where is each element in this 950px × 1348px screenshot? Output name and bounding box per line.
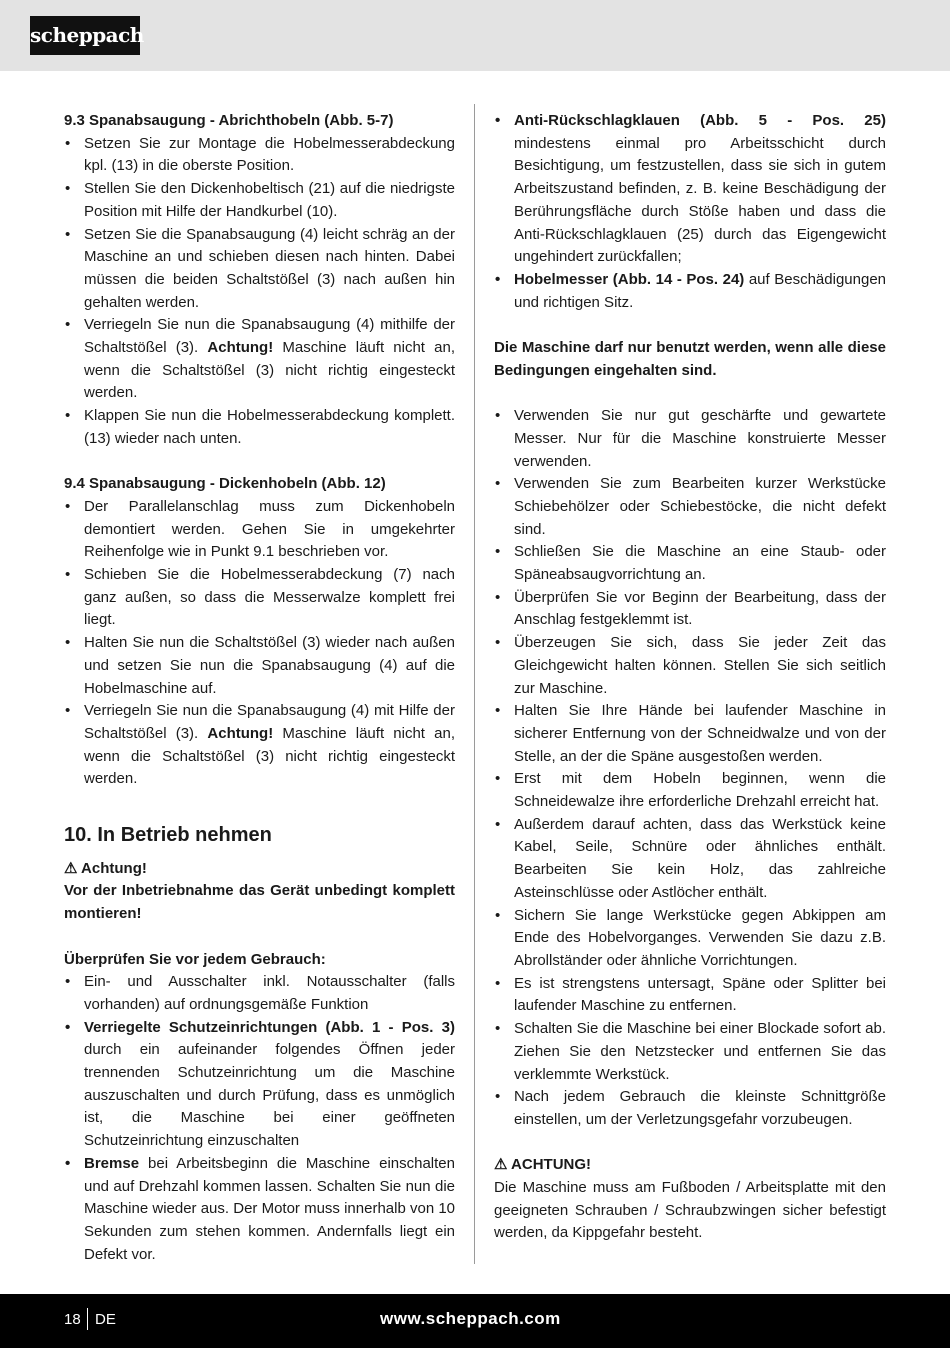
footer-separator — [87, 1308, 88, 1330]
list-item-bold: Verriegelte Schutzeinrichtungen (Abb. 1 - Pos. 3) — [84, 1018, 455, 1036]
page-footer — [0, 1294, 950, 1348]
right-column — [494, 110, 886, 1245]
list-item — [64, 314, 455, 405]
list-item — [64, 1017, 455, 1153]
warning-label: ⚠ ACHTUNG! — [494, 1156, 592, 1174]
list-item: • Setzen Sie zur Montage die Hobelmesserabdeckung kpl. (13) in die oberste Position. — [64, 133, 455, 178]
left-column — [64, 110, 455, 1266]
language-code: DE — [95, 1311, 116, 1328]
section-10-title: 10. In Betrieb nehmen — [64, 823, 272, 846]
list-item-text: Verriegeln Sie nun die Spanabsaugung (4) mit Hilfe der Schaltstößel (3). — [84, 702, 455, 742]
list-item: • Es ist strengstens untersagt, Späne oder Splitter bei laufender Maschine zu entfernen. — [494, 973, 886, 1018]
list-item: • Erst mit dem Hobeln beginnen, wenn die Schneidewalze ihre erforderliche Drehzahl erreicht hat. — [494, 768, 886, 813]
page-header — [0, 0, 950, 71]
list-item: • Nach jedem Gebrauch die kleinste Schnittgröße einstellen, um der Verletzungsgefahr vorzubeugen. — [494, 1086, 886, 1131]
safety-list — [494, 405, 886, 1132]
condition-text: Die Maschine darf nur benutzt werden, wenn alle diese Bedingungen eingehalten sind. — [494, 339, 886, 379]
column-divider — [474, 104, 475, 1264]
section-9-4-title: 9.4 Spanabsaugung - Dickenhobeln (Abb. 12) — [64, 475, 386, 493]
list-item: • Stellen Sie den Dickenhobeltisch (21) auf die niedrigste Position mit Hilfe der Handkurbel (10). — [64, 178, 455, 223]
list-item: • Überzeugen Sie sich, dass Sie jeder Zeit das Gleichgewicht halten können. Stellen Sie sich seitlich zur Maschine. — [494, 632, 886, 700]
warning-text: Vor der Inbetriebnahme das Gerät unbedingt komplett montieren! — [64, 882, 455, 923]
website-url: www.scheppach.com — [380, 1309, 561, 1328]
check-title: Überprüfen Sie vor jedem Gebrauch: — [64, 950, 326, 968]
warning-text: Die Maschine muss am Fußboden / Arbeitsplatte mit den geeigneten Schrauben / Schraubzwingen sicher befestigt werden, da Kippgefahr besteht. — [494, 1179, 886, 1242]
list-item: • Schieben Sie die Hobelmesserabdeckung (7) nach ganz außen, so dass die Messerwalze komplett frei liegt. — [64, 564, 455, 632]
section-9-4-list — [64, 496, 455, 791]
scheppach-logo: scheppach — [30, 16, 140, 55]
list-item: • Überprüfen Sie vor Beginn der Bearbeitung, dass der Anschlag festgeklemmt ist. — [494, 587, 886, 632]
warning-label: ⚠ Achtung! — [64, 859, 147, 877]
list-item: • Der Parallelanschlag muss zum Dickenhobeln demontiert werden. Gehen Sie in umgekehrter Reihenfolge wie in Punkt 9.1 beschrieben vor. — [64, 496, 455, 564]
list-item: • Ein- und Ausschalter inkl. Notausschalter (falls vorhanden) auf ordnungsgemäße Funktion — [64, 971, 455, 1016]
list-item-bold: Hobelmesser (Abb. 14 - Pos. 24) — [514, 270, 745, 288]
list-item: • Setzen Sie die Spanabsaugung (4) leicht schräg an der Maschine an und schieben diesen nach hinten. Dabei müssen die beiden Schaltstößel (3) nach außen hin gehalten werden. — [64, 224, 455, 315]
check-list-continued — [494, 110, 886, 314]
list-item: • Klappen Sie nun die Hobelmesserabdeckung komplett. (13) wieder nach unten. — [64, 405, 455, 450]
list-item-text: Maschine läuft nicht an, wenn die Schaltstößel (3) nicht richtig eingesteckt werden. — [84, 339, 455, 402]
list-item: • Halten Sie nun die Schaltstößel (3) wieder nach außen und setzen Sie nun die Spanabsaugung (4) auf die Hobelmaschine auf. — [64, 632, 455, 700]
list-item — [64, 700, 455, 791]
list-item-text: durch ein aufeinander folgendes Öffnen jeder trennenden Schutzeinrichtung um die Maschine auszuschalten und durch Prüfung, dass es unmöglich ist, die Maschine bei einer geöffneten Schutzeinrichtung einzuschalten — [84, 1041, 455, 1150]
list-item-bold: Bremse — [84, 1154, 140, 1172]
section-9-3-list — [64, 133, 455, 451]
list-item — [494, 269, 886, 314]
list-item — [494, 110, 886, 269]
list-item-bold: Anti-Rückschlagklauen (Abb. 5 - Pos. 25) — [514, 112, 886, 129]
list-item: • Außerdem darauf achten, dass das Werkstück keine Kabel, Seile, Schnüre oder ähnliches enthält. Bearbeiten Sie kein Holz, das zahlreiche Asteinschlüsse oder Astlöcher enthält. — [494, 814, 886, 905]
list-item-text: mindestens einmal pro Arbeitsschicht durch Besichtigung, um festzustellen, dass sie sich in gutem Arbeitszustand befinden, z. B. keine Beschädigung der Berührungsfläche durch Stöße haben und dass die Anti-Rückschlagklauen (25) durch das Eigengewicht ungehindert zurückfallen; — [514, 134, 886, 266]
list-item: • Verwenden Sie nur gut geschärfte und gewartete Messer. Nur für die Maschine konstruierte Messer verwenden. — [494, 405, 886, 473]
list-item-text: auf Beschädigungen und richtigen Sitz. — [514, 270, 886, 311]
check-list — [64, 971, 455, 1266]
section-9-3-title: 9.3 Spanabsaugung - Abrichthobeln (Abb. 5-7) — [64, 112, 394, 129]
list-item: • Halten Sie Ihre Hände bei laufender Maschine in sicherer Entfernung von der Schneidwalze und von der Stelle, an der die Späne ausgestoßen werden. — [494, 700, 886, 768]
list-item-text: bei Arbeitsbeginn die Maschine einschalten und auf Drehzahl kommen lassen. Schalten Sie nun die Maschine wieder aus. Der Motor muss innerhalb von 10 Sekunden zum stehen kommen. Andernfalls liegt ein Defekt vor. — [84, 1154, 456, 1263]
attention-label: Achtung! — [207, 339, 274, 357]
list-item — [64, 1153, 455, 1267]
list-item: • Verwenden Sie zum Bearbeiten kurzer Werkstücke Schiebehölzer oder Schiebestöcke, die nicht defekt sind. — [494, 473, 886, 541]
list-item-text: Maschine läuft nicht an, wenn die Schaltstößel (3) nicht richtig eingesteckt werden. — [84, 724, 455, 788]
page-number: 18 — [64, 1311, 81, 1328]
list-item: • Schließen Sie die Maschine an eine Staub- oder Späneabsaugvorrichtung an. — [494, 541, 886, 586]
list-item: • Sichern Sie lange Werkstücke gegen Abkippen am Ende des Hobelvorganges. Verwenden Sie dazu z.B. Abrollständer oder ähnliche Vorrichtungen. — [494, 905, 886, 973]
list-item-text: Verriegeln Sie nun die Spanabsaugung (4) mithilfe der Schaltstößel (3). — [84, 316, 455, 357]
attention-label: Achtung! — [207, 724, 274, 742]
list-item: • Schalten Sie die Maschine bei einer Blockade sofort ab. Ziehen Sie den Netzstecker und entfernen Sie das verklemmte Werkstück. — [494, 1018, 886, 1086]
